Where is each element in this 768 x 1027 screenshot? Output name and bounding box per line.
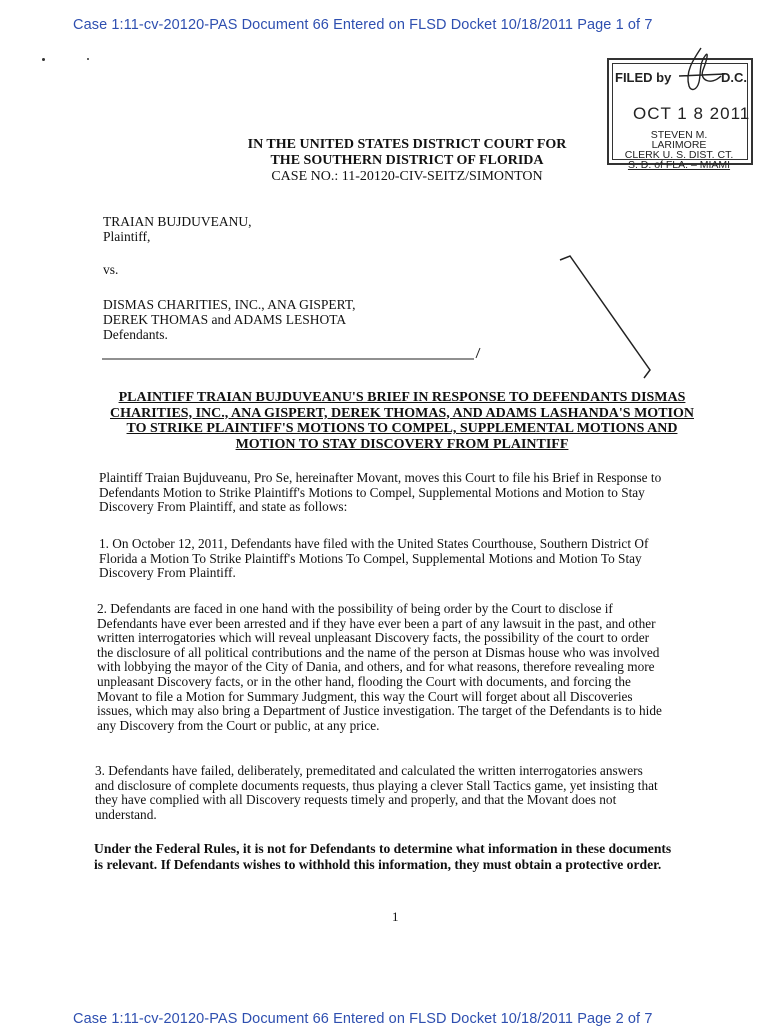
paragraph-line: and disclosure of complete documents requests, thus playing a clever Stall Tactics game, yet insisting that bbox=[95, 777, 658, 793]
intro-line: Discovery From Plaintiff, and state as follows: bbox=[99, 499, 348, 515]
stray-mark bbox=[42, 58, 45, 61]
stamp-clerk-name: STEVEN M. LARIMORE bbox=[650, 129, 708, 151]
federal-rules-statement bbox=[94, 841, 700, 872]
paragraph-line: Florida a Motion To Strike Plaintiff's Motions To Compel, Supplemental Motions and Motion To Stay bbox=[99, 550, 642, 566]
caption-divider bbox=[100, 343, 482, 363]
paragraph-2 bbox=[97, 602, 701, 733]
docket-header-top: Case 1:11-cv-20120-PAS Document 66 Entered on FLSD Docket 10/18/2011 Page 1 of 7 bbox=[73, 17, 653, 33]
paragraph-line: the disclosure of all political contributions and the name of the person at Dismas house who was involved bbox=[97, 644, 660, 660]
paragraph-line: Movant to file a Motion for Summary Judgment, this way the Court will forget about all Discoveries bbox=[97, 688, 633, 704]
paragraph-1 bbox=[99, 537, 703, 581]
case-number: CASE NO.: 11-20120-CIV-SEITZ/SIMONTON bbox=[271, 169, 543, 184]
intro-line: Defendants Motion to Strike Plaintiff's Motions to Compel, Supplemental Motions and Motion to Stay bbox=[99, 484, 645, 500]
stamp-date: OCT 1 8 2011 bbox=[633, 104, 751, 123]
plaintiff-role: Plaintiff, bbox=[103, 229, 151, 244]
federal-rules-line: is relevant. If Defendants wishes to withhold this information, they must obtain a protective order. bbox=[94, 856, 662, 872]
paragraph-line: with lobbying the mayor of the City of Dania, and others, and for what reasons, therefore revealing more bbox=[97, 659, 655, 675]
plaintiff-name: TRAIAN BUJDUVEANU, bbox=[103, 214, 252, 229]
brief-title-line3: TO STRIKE PLAINTIFF'S MOTIONS TO COMPEL, SUPPLEMENTAL MOTIONS AND bbox=[126, 421, 678, 436]
paragraph-line: unpleasant Discovery facts, or in the other hand, flooding the Court with documents, and forcing the bbox=[97, 673, 631, 689]
court-name-line2: THE SOUTHERN DISTRICT OF FLORIDA bbox=[270, 153, 544, 168]
stray-mark bbox=[87, 58, 89, 60]
defendants-block bbox=[103, 297, 355, 342]
page-number: 1 bbox=[392, 909, 399, 924]
docket-header-bottom: Case 1:11-cv-20120-PAS Document 66 Entered on FLSD Docket 10/18/2011 Page 2 of 7 bbox=[73, 1011, 653, 1027]
defendants-line2: DEREK THOMAS and ADAMS LESHOTA bbox=[103, 312, 347, 327]
stamp-clerk-title: CLERK U. S. DIST. CT. bbox=[624, 149, 734, 161]
hand-drawn-line bbox=[556, 252, 656, 382]
paragraph-line: Discovery From Plaintiff. bbox=[99, 565, 236, 581]
brief-title bbox=[100, 390, 704, 452]
federal-rules-line: Under the Federal Rules, it is not for Defendants to determine what information in these documents bbox=[94, 841, 672, 856]
intro-paragraph bbox=[99, 471, 703, 515]
stamp-clerk-district: S. D. of FLA. – MIAMI bbox=[627, 159, 731, 171]
paragraph-line: issues, which may also bring a Department of Justice investigation. The target of the Defendants is to hide bbox=[97, 703, 662, 719]
court-caption bbox=[197, 137, 617, 185]
brief-title-line4: MOTION TO STAY DISCOVERY FROM PLAINTIFF bbox=[235, 436, 569, 452]
paragraph-line: they have complied with all Discovery requests timely and properly, and that the Movant does not bbox=[95, 792, 617, 808]
defendants-line1: DISMAS CHARITIES, INC., ANA GISPERT, bbox=[103, 297, 356, 312]
versus-label: vs. bbox=[103, 262, 119, 277]
filed-stamp bbox=[607, 58, 753, 171]
brief-title-line2: CHARITIES, INC., ANA GISPERT, DEREK THOMAS, AND ADAMS LASHANDA'S MOTION bbox=[110, 405, 694, 421]
signature-icon bbox=[671, 46, 727, 98]
intro-line: Plaintiff Traian Bujduveanu, Pro Se, hereinafter Movant, moves this Court to file his Brief in Response to bbox=[99, 470, 662, 485]
paragraph-line: 2. Defendants are faced in one hand with the possibility of being order by the Court to disclose if bbox=[97, 601, 613, 616]
plaintiff-block bbox=[103, 214, 252, 244]
stamp-filed-by: FILED by bbox=[615, 70, 672, 85]
paragraph-line: written interrogatories which will reveal unpleasant Discovery facts, the possibility of the court to order bbox=[97, 630, 650, 646]
paragraph-line: any Discovery from the Court or public, at any price. bbox=[97, 717, 380, 733]
paragraph-line: 3. Defendants have failed, deliberately, premeditated and calculated the written interrogatories answers bbox=[95, 763, 643, 778]
brief-title-line1: PLAINTIFF TRAIAN BUJDUVEANU'S BRIEF IN RESPONSE TO DEFENDANTS DISMAS bbox=[118, 390, 686, 405]
stamp-clerk bbox=[623, 130, 735, 170]
defendants-role: Defendants. bbox=[103, 327, 168, 342]
paragraph-line: 1. On October 12, 2011, Defendants have filed with the United States Courthouse, Southern District Of bbox=[99, 536, 649, 551]
paragraph-3 bbox=[95, 764, 699, 822]
paragraph-line: understand. bbox=[95, 806, 157, 822]
stamp-dc: D.C. bbox=[721, 70, 747, 85]
court-name-line1: IN THE UNITED STATES DISTRICT COURT FOR bbox=[247, 137, 567, 152]
paragraph-line: Defendants have ever been arrested and if they have ever been a part of any lawsuit in the past, and other bbox=[97, 615, 656, 631]
